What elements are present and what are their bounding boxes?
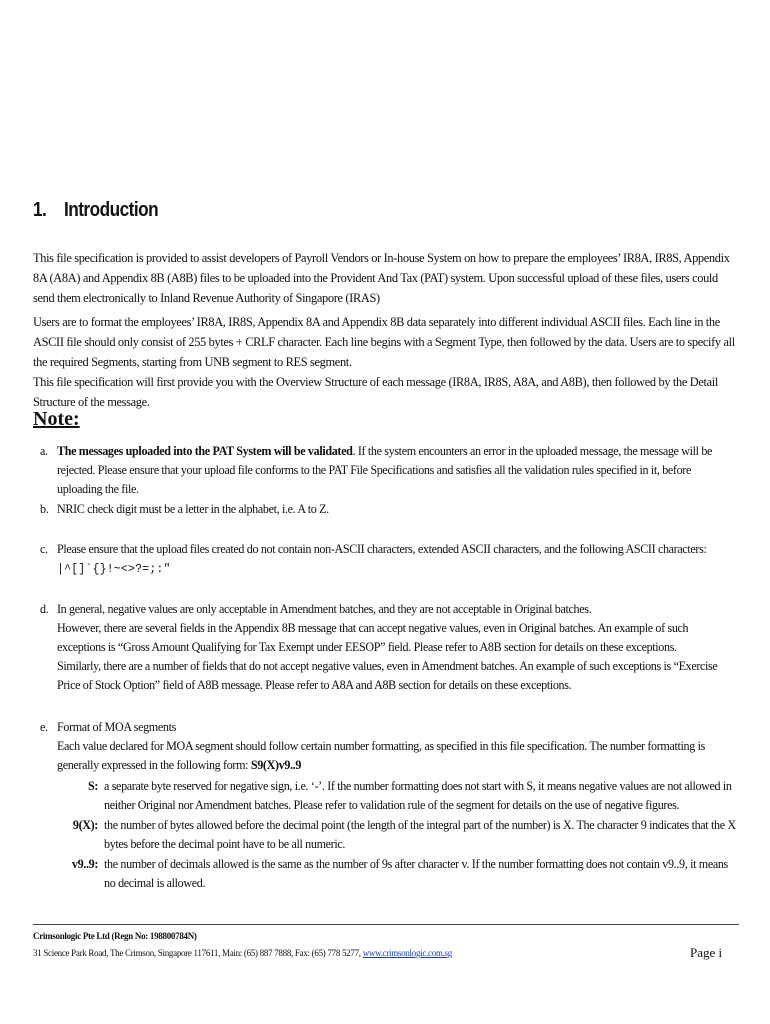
note-d-line-3: Similarly, there are a number of fields that do not accept negative values, even in Amendment batches. An example of such exceptions is “Exercise Price of Stock Option” field of A8B message. Please refer to A8A and A8B section for details on these exceptions. <box>57 659 718 692</box>
note-d-line-1: In general, negative values are only acceptable in Amendment batches, and they are not acceptable in Original batches. <box>57 602 592 616</box>
term-desc: the number of decimals allowed is the same as the number of 9s after character v. If the number formatting does not contain v9..9, it means no decimal is allowed. <box>104 857 728 890</box>
note-a-text: . If the system encounters an error in the uploaded message, the message will be rejected. Please ensure that your upload file conforms to the PAT File Specifications and satisfies all the validation rules specified in it, before uploading the file. <box>57 444 713 496</box>
term-key: S: <box>87 779 98 793</box>
footer-website-link[interactable]: www.crimsonlogic.com.sg <box>362 948 452 958</box>
forbidden-characters: |^[]`{}!~<>?=;:" <box>57 563 171 576</box>
note-c-text: Please ensure that the upload files created do not contain non-ASCII characters, extended ASCII characters, and the following ASCII characters: <box>57 542 707 556</box>
intro-paragraph-1: This file specification is provided to assist developers of Payroll Vendors or In-house System on how to prepare the employees’ IR8A, IR8S, Appendix 8A (A8A) and Appendix 8B (A8B) files to be uploaded into the Provident And Tax (PAT) system. Upon successful upload of these files, users could send them electronically to Inland Revenue Authority of Singapore (IRAS) <box>33 251 730 305</box>
intro-paragraph-3: This file specification will first provide you with the Overview Structure of each message (IR8A, IR8S, A8A, and A8B), then followed by the Detail Structure of the message. <box>33 375 718 409</box>
term-key: 9(X): <box>72 818 98 832</box>
term-key: v9..9: <box>71 857 98 871</box>
note-d-line-2: However, there are several fields in the Appendix 8B message that can accept negative values, even in Original batches. An example of such exceptions is “Gross Amount Qualifying for Tax Exempt under EESOP” field. Please refer to A8B section for details on these exceptions. <box>57 621 689 654</box>
note-b-text: NRIC check digit must be a letter in the alphabet, i.e. A to Z. <box>57 502 329 516</box>
note-e-line-2: Each value declared for MOA segment should follow certain number formatting, as specified in this file specification. The number formatting is generally expressed in the following form: <box>57 739 705 772</box>
note-marker: b. <box>40 502 49 516</box>
note-marker: d. <box>40 602 49 616</box>
section-heading <box>33 199 158 222</box>
moa-format: S9(X)v9..9 <box>250 758 302 772</box>
page-number: Page i <box>690 945 723 960</box>
footer-company: Crimsonlogic Pte Ltd (Regn No: 198800784N) <box>33 931 197 941</box>
note-a-bold: The messages uploaded into the PAT System will be validated <box>57 444 353 458</box>
note-marker: e. <box>40 720 48 734</box>
note-e-line-1: Format of MOA segments <box>57 720 176 734</box>
note-marker: c. <box>40 542 48 556</box>
footer-address <box>33 948 452 958</box>
footer-address-text: 31 Science Park Road, The Crimson, Singapore 117611, Main: (65) 887 7888, Fax: (65) 778 5277, <box>33 948 363 958</box>
term-desc: a separate byte reserved for negative sign, i.e. ‘-’. If the number formatting does not start with S, it means negative values are not allowed in neither Original nor Amendment batches. Please refer to validation rule of the segment for details on the use of negative figures. <box>104 779 732 812</box>
footer-divider <box>33 924 739 925</box>
note-title: Note: <box>33 408 80 430</box>
intro-paragraph-2: Users are to format the employees’ IR8A, IR8S, Appendix 8A and Appendix 8B data separately into different individual ASCII files. Each line in the ASCII file should only consist of 255 bytes + CRLF character. Each line begins with a Segment Type, then followed by the data. Users are to specify all the required Segments, starting from UNB segment to RES segment. <box>33 315 735 369</box>
section-number: 1. <box>33 199 47 221</box>
note-marker: a. <box>40 444 48 458</box>
section-title: Introduction <box>63 199 159 221</box>
term-desc: the number of bytes allowed before the decimal point (the length of the integral part of the number) is X. The character 9 indicates that the X bytes before the decimal point have to be all numeric. <box>104 818 736 851</box>
